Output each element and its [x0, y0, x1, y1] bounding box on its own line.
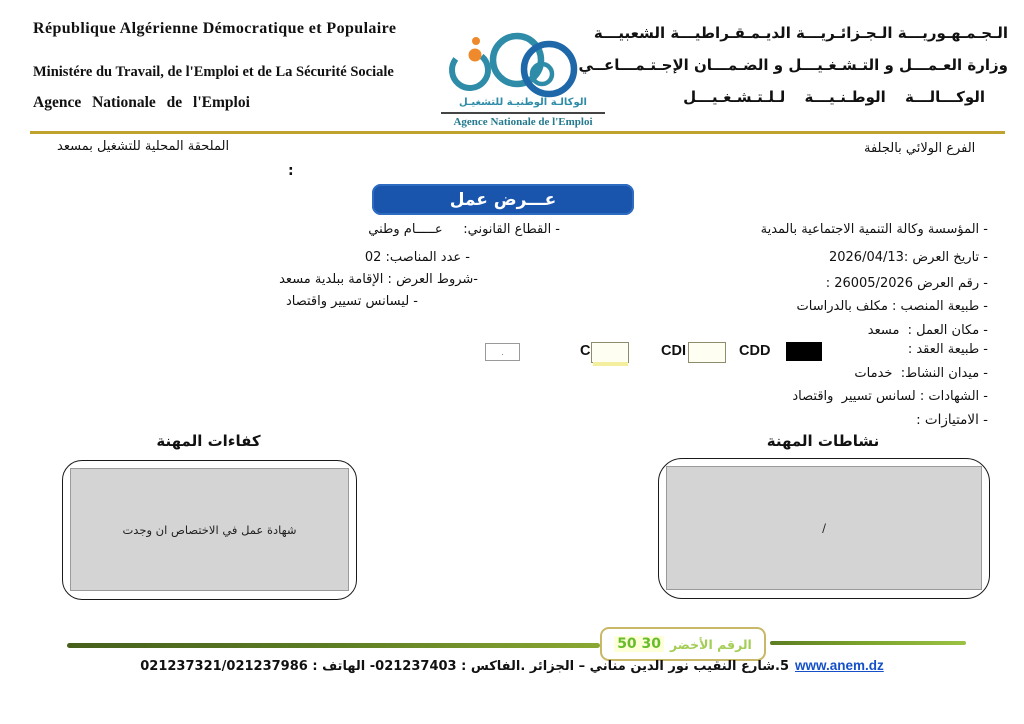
c-checkbox-highlight — [593, 362, 628, 366]
website-link[interactable]: www.anem.dz — [795, 658, 884, 673]
activities-box — [658, 458, 990, 599]
detail-activity-field: - ميدان النشاط: خدمات — [854, 366, 988, 381]
header-agency-fr: Agence Nationale de l'Emploi — [33, 94, 250, 111]
detail-privileges: - الامتيازات : — [916, 412, 988, 428]
footer — [0, 658, 1024, 674]
detail-offer-date: - تاريخ العرض :2026/04/13 — [828, 250, 988, 265]
activities-section-title: نشاطات المهنة — [766, 432, 880, 450]
green-line-right — [770, 641, 966, 645]
anem-logo-french-name: Agence Nationale de l'Emploi — [441, 112, 605, 128]
green-line-left — [67, 643, 600, 648]
cdd-checkbox[interactable] — [786, 342, 822, 361]
detail-positions-count: - عدد المناصب: 02 — [364, 250, 470, 265]
detail-certificates: - الشهادات : لسانس تسيير واقتصاد — [792, 389, 988, 404]
detail-offer-number: - رقم العرض 26005/2026 : — [825, 276, 988, 291]
detail-institution: - المؤسسة وكالة التنمية الاجتماعية بالمدية — [760, 222, 988, 237]
green-number-value: 30 50 — [614, 636, 664, 652]
cdi-label: CDI — [661, 343, 686, 359]
detail-work-place: - مكان العمل : مسعد — [867, 323, 988, 338]
header-agency-ar: الوكـــالـــة الوطـنـيـــة لـلـتـشـغـيـــل — [683, 88, 985, 106]
green-number-label: الرقم الأخضر — [670, 636, 752, 652]
anem-logo-arabic-name: الوكالـة الوطنيـة للتشغيـل — [459, 97, 587, 108]
skills-section-title: كفاءات المهنة — [156, 432, 261, 450]
c-label: C — [580, 343, 591, 359]
footer-address: 5.شارع النقيب نور الدين مناني – الجزائر .الفاكس : 021237403- الهاتف : 021237321/021237986 — [140, 659, 789, 674]
activities-content: / — [666, 466, 982, 590]
colon-mark: : — [288, 163, 294, 179]
detail-degree: - ليسانس تسيير واقتصاد — [285, 294, 418, 309]
cdd-label: CDD — [739, 343, 771, 359]
header-divider — [30, 131, 1005, 134]
detail-legal-sector: - القطاع القانوني: عـــــام وطني — [368, 222, 560, 237]
header-republic-fr: République Algérienne Démocratique et Populaire — [33, 20, 397, 37]
skills-content: شهادة عمل في الاختصاص ان وجدت — [70, 468, 349, 591]
local-annex-label: الملحقة المحلية للتشغيل بمسعد — [57, 139, 230, 154]
c-checkbox[interactable] — [591, 342, 629, 363]
skills-box — [62, 460, 357, 600]
cdi-checkbox[interactable] — [688, 342, 726, 363]
wilaya-branch-label: الفرع الولائي بالجلفة — [864, 141, 976, 156]
detail-position-type: - طبيعة المنصب : مكلف بالدراسات — [796, 299, 988, 314]
job-offer-banner: عـــرض عمل — [372, 184, 634, 215]
header-republic-ar: الـجـمـهـوريـــة الـجـزائـريـــة الديـمـقـراطيـــة الشعبيـــة — [593, 24, 1008, 42]
detail-contract-type-label: - طبيعة العقد : — [907, 342, 988, 357]
detail-offer-conditions: -شروط العرض : الإقامة ببلدية مسعد — [279, 272, 478, 287]
extra-checkbox[interactable]: . — [485, 343, 520, 361]
green-number-box — [600, 627, 766, 661]
header-ministry-ar: وزارة العـمـــل و التـشـغـيـــل و الضـمـــان الإجـتـمـــاعــي — [578, 56, 1008, 74]
header-ministry-fr: Ministére du Travail, de l'Emploi et de La Sécurité Sociale — [33, 64, 394, 80]
